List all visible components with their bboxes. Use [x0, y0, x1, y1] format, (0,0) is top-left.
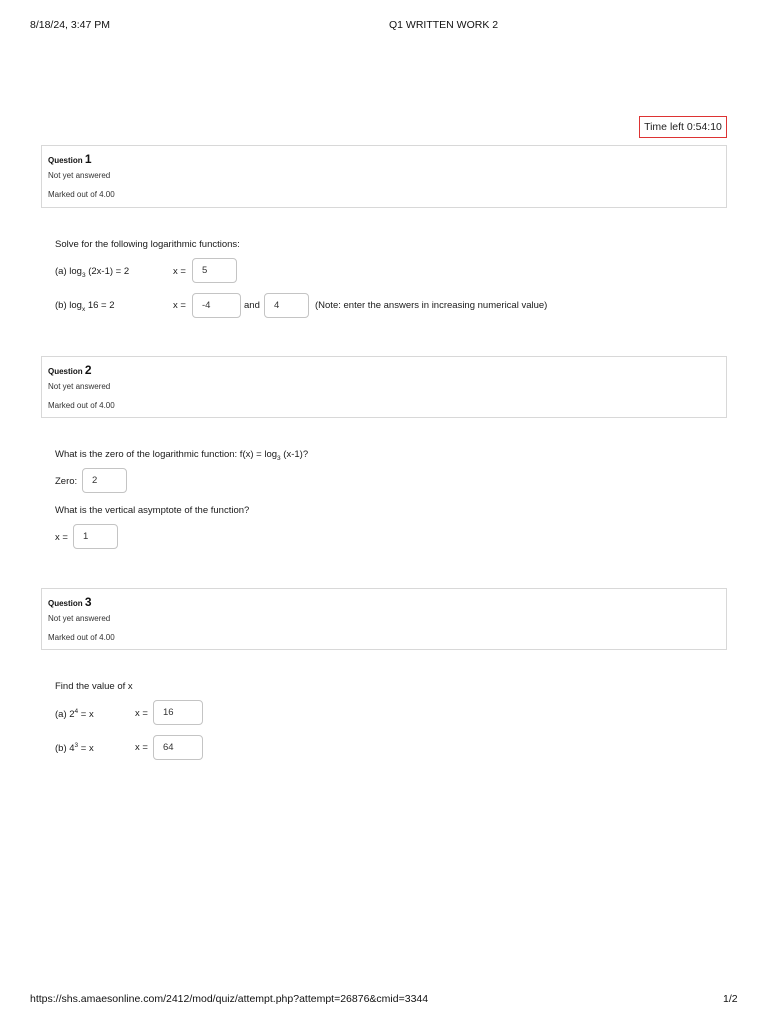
q2-x-label: x =: [55, 532, 68, 543]
question-3-status: Not yet answered: [48, 614, 111, 623]
print-page-number: 1/2: [723, 993, 738, 1005]
eq-text: = x: [78, 709, 94, 721]
q1-part-b-equation: [55, 300, 115, 313]
q1-part-b-x-label: x =: [173, 300, 186, 311]
question-1-status: Not yet answered: [48, 171, 111, 180]
q2-asymptote-prompt: What is the vertical asymptote of the function?: [55, 505, 250, 516]
eq-text: (b) 4: [55, 743, 75, 755]
eq-text: (a) log: [55, 266, 82, 277]
q2-zero-answer-input[interactable]: 2: [82, 468, 127, 493]
time-left-timer: Time left 0:54:10: [639, 116, 727, 138]
eq-superscript: 3: [74, 742, 79, 749]
prompt-subscript: 3: [277, 454, 281, 462]
q1-part-b-note: (Note: enter the answers in increasing numerical value): [315, 300, 548, 311]
eq-superscript: 4: [74, 708, 79, 715]
question-2-info: [41, 356, 727, 418]
question-3-prompt: Find the value of x: [55, 681, 133, 692]
q1-part-a-answer-input[interactable]: 5: [192, 258, 237, 283]
question-1-prompt: Solve for the following logarithmic functions:: [55, 239, 240, 250]
eq-subscript: x: [81, 305, 86, 313]
q3-part-a-answer-input[interactable]: 16: [153, 700, 203, 725]
question-3-marks: Marked out of 4.00: [48, 633, 115, 642]
question-number: 1: [84, 152, 92, 166]
eq-text: (2x-1) = 2: [85, 266, 130, 277]
question-2-status: Not yet answered: [48, 382, 111, 391]
prompt-text: (x-1)?: [280, 449, 309, 460]
q1-part-a-x-label: x =: [173, 266, 186, 277]
question-2-title: [48, 363, 92, 377]
question-2-prompt: [55, 449, 308, 462]
question-number: 2: [84, 363, 92, 377]
eq-text: 16 = 2: [85, 300, 115, 311]
question-2-marks: Marked out of 4.00: [48, 401, 115, 410]
eq-subscript: 3: [81, 271, 86, 279]
question-label: Question: [48, 156, 83, 165]
print-page-title: Q1 WRITTEN WORK 2: [389, 19, 499, 31]
question-label: Question: [48, 367, 83, 376]
question-number: 3: [84, 595, 92, 609]
q3-part-b-answer-input[interactable]: 64: [153, 735, 203, 760]
q2-asymptote-answer-input[interactable]: 1: [73, 524, 118, 549]
q1-part-b-answer-1-input[interactable]: -4: [192, 293, 241, 318]
question-3-title: [48, 595, 92, 609]
question-3-info: [41, 588, 727, 650]
question-label: Question: [48, 599, 83, 608]
q3-part-a-x-label: x =: [135, 708, 148, 719]
print-url: https://shs.amaesonline.com/2412/mod/quiz/attempt.php?attempt=26876&cmid=3344: [30, 993, 429, 1005]
q1-part-b-answer-2-input[interactable]: 4: [264, 293, 309, 318]
eq-text: (b) log: [55, 300, 82, 311]
question-1-marks: Marked out of 4.00: [48, 190, 115, 199]
prompt-text: What is the zero of the logarithmic function: f(x) = log: [55, 449, 278, 460]
question-1-info: [41, 145, 727, 208]
eq-text: = x: [78, 743, 94, 755]
q3-part-b-equation: [55, 742, 94, 754]
eq-text: (a) 2: [55, 709, 75, 721]
q1-part-b-and-label: and: [244, 300, 260, 311]
question-1-title: [48, 152, 92, 166]
q2-zero-label: Zero:: [55, 476, 78, 487]
q3-part-a-equation: [55, 708, 94, 720]
q3-part-b-x-label: x =: [135, 742, 148, 753]
print-datetime: 8/18/24, 3:47 PM: [30, 19, 110, 31]
q1-part-a-equation: [55, 266, 129, 279]
